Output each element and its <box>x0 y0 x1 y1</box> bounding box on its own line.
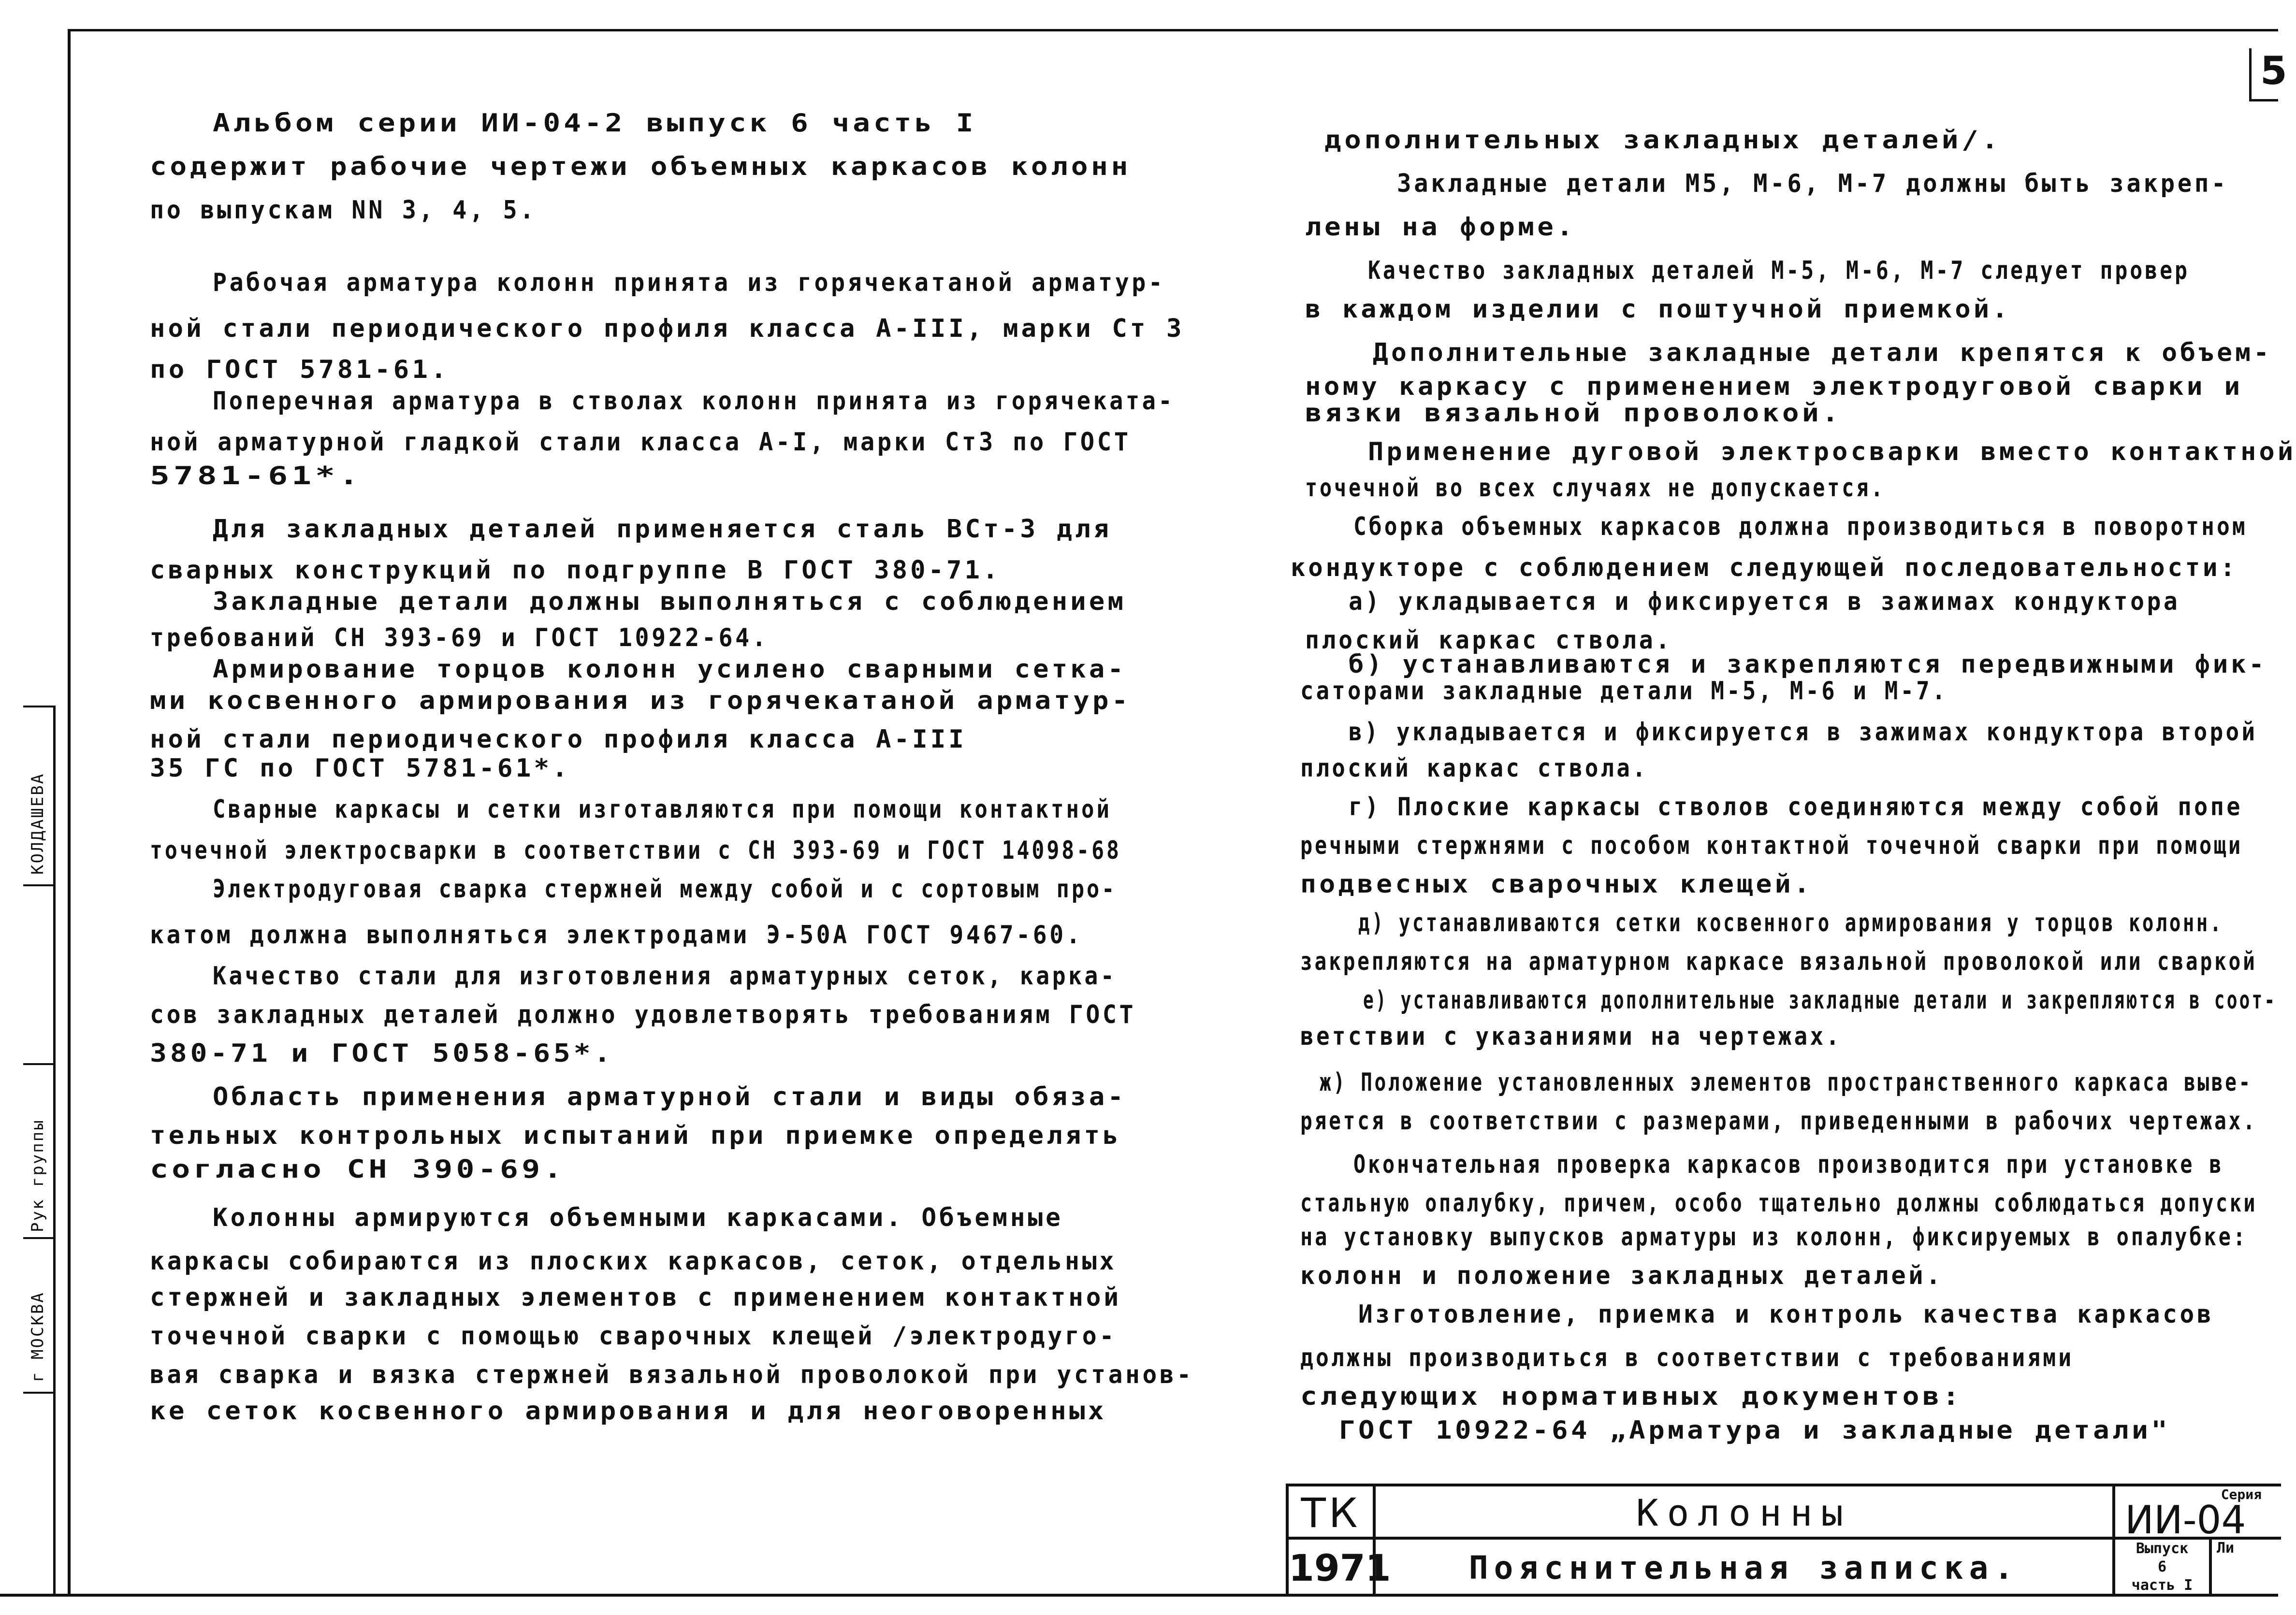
right-text-line: закрепляются на арматурном каркасе вязальной проволокой или сваркой <box>1300 947 2257 976</box>
left-text-line: Альбом серии ИИ-04-2 выпуск 6 часть I <box>213 109 977 138</box>
right-text-line: колонн и положение закладных деталей. <box>1300 1261 1944 1290</box>
right-text-line: Сборка объемных каркасов должна производиться в поворотном <box>1353 512 2248 541</box>
left-text-line: катом должна выполняться электродами Э-50А ГОСТ 9467-60. <box>150 921 1083 950</box>
margin-stamp-surname: КОЛДАШЕВА <box>28 772 47 875</box>
right-text-line: ветствии с указаниями на чертежах. <box>1300 1022 1842 1051</box>
issue-cell <box>2115 1540 2212 1597</box>
right-text-line: г) Плоские каркасы стволов соединяются между собой попе <box>1349 793 2243 822</box>
sheet-number: 5 <box>2249 48 2278 101</box>
right-text-line: плоский каркас ствола. <box>1305 626 1672 655</box>
left-text-line: по ГОСТ 5781-61. <box>150 355 450 384</box>
series-label: Серия <box>2221 1486 2262 1502</box>
left-text-line: Армирование торцов колонн усилено сварными сетка- <box>213 655 1127 684</box>
right-text-line: Закладные детали М5, М-6, М-7 должны быть закреп- <box>1397 169 2229 198</box>
right-text-line: вязки вязальной проволокой. <box>1305 399 1842 428</box>
right-text-line: Качество закладных деталей М-5, М-6, М-7 следует провер <box>1368 256 2190 285</box>
right-text-line: точечной во всех случаях не допускается. <box>1305 474 1886 503</box>
left-text-line: Рабочая арматура колонн принята из горячекатаной арматур- <box>213 268 1165 297</box>
left-text-line: ной стали периодического профиля класса А-III, марки Ст 3 <box>150 314 1185 343</box>
right-text-line: лены на форме. <box>1305 213 1576 242</box>
left-text-line: требований СН 393-69 и ГОСТ 10922-64. <box>150 623 769 652</box>
left-text-line: тельных контрольных испытаний при приемке определять <box>150 1121 1121 1150</box>
left-text-line: Электродуговая сварка стержней между собой и с сортовым про- <box>213 875 1117 904</box>
right-text-line: ж) Положение установленных элементов пространственного каркаса выве- <box>1320 1068 2252 1097</box>
right-text-line: ному каркасу с применением электродуговой сварки и <box>1305 372 2243 401</box>
issue-label: Выпуск <box>2136 1540 2189 1557</box>
left-text-line: согласно СН 390-69. <box>150 1155 566 1184</box>
left-text-line: вая сварка и вязка стержней вязальной проволокой при установ- <box>150 1360 1194 1389</box>
frame-top-line <box>68 29 2278 31</box>
right-text-line: должны производиться в соответствии с требованиями <box>1300 1343 2074 1372</box>
left-text-line: Качество стали для изготовления арматурных сеток, карка- <box>213 962 1117 991</box>
right-text-line: е) устанавливаются дополнительные закладные детали и закрепляются в соот- <box>1363 986 2277 1015</box>
right-text-line: Окончательная проверка каркасов производится при установке в <box>1353 1150 2224 1179</box>
left-text-line: ке сеток косвенного армирования и для неоговоренных <box>150 1397 1107 1426</box>
right-text-line: кондукторе с соблюдением следующей последовательности: <box>1291 553 2238 582</box>
stamp-divider <box>23 884 54 886</box>
left-text-line: 35 ГС по ГОСТ 5781-61*. <box>150 754 571 783</box>
part-label: часть I <box>2131 1577 2193 1594</box>
left-text-line: ной арматурной гладкой стали класса А-I, марки Ст3 по ГОСТ <box>150 428 1131 457</box>
right-text-line: Изготовление, приемка и контроль качества каркасов <box>1358 1300 2214 1329</box>
issue-value: 6 <box>2157 1558 2167 1575</box>
left-text-line: Закладные детали должны выполняться с соблюдением <box>213 587 1127 616</box>
right-text-line: подвесных сварочных клещей. <box>1300 870 1813 899</box>
right-text-line: речными стержнями с пособом контактной точечной сварки при помощи <box>1300 831 2243 860</box>
left-text-line: сварных конструкций по подгруппе В ГОСТ 380-71. <box>150 556 1001 585</box>
stamp-divider <box>23 1237 54 1239</box>
left-text-line: каркасы собираются из плоских каркасов, сеток, отдельных <box>150 1247 1117 1276</box>
left-text-line: Для закладных деталей применяется сталь ВСт-3 для <box>213 515 1112 544</box>
left-text-line: точечной сварки с помощью сварочных клещей /электродуго- <box>150 1322 1117 1351</box>
title-block-title: Колонны <box>1376 1486 2115 1540</box>
frame-left-line <box>68 29 71 1595</box>
left-text-line: ми косвенного армирования из горячекатаной арматур- <box>150 686 1131 715</box>
right-text-line: а) укладывается и фиксируется в зажимах кондуктора <box>1349 587 2180 616</box>
left-text-line: ной стали периодического профиля класса А-III <box>150 725 967 754</box>
right-text-line: саторами закладные детали М-5, М-6 и М-7. <box>1300 677 1948 706</box>
left-text-line: Область применения арматурной стали и виды обяза- <box>213 1082 1127 1111</box>
right-text-line: следующих нормативных документов: <box>1300 1382 1963 1411</box>
sheet-label: Ли <box>2217 1540 2235 1557</box>
right-text-line: ГОСТ 10922-64 „Арматура и закладные детали" <box>1339 1416 2171 1445</box>
right-text-line: в каждом изделии с поштучной приемкой. <box>1305 295 2011 324</box>
right-text-line: стальную опалубку, причем, особо тщательно должны соблюдаться допуски <box>1300 1189 2258 1218</box>
right-text-line: ряется в соответствии с размерами, приведенными в рабочих чертежах. <box>1300 1107 2257 1136</box>
title-block-subtitle: Пояснительная записка. <box>1376 1540 2115 1597</box>
left-text-line: Колонны армируются объемными каркасами. Объемные <box>213 1203 1063 1232</box>
left-text-line: стержней и закладных элементов с применением контактной <box>150 1283 1121 1312</box>
series-value: ИИ-04 <box>2115 1501 2281 1540</box>
left-text-line: содержит рабочие чертежи объемных каркасов колонн <box>150 152 1132 181</box>
left-text-line: сов закладных деталей должно удовлетворять требованиям ГОСТ <box>150 1000 1136 1029</box>
title-block-code: ТК <box>1289 1486 1376 1540</box>
left-text-line: 380-71 и ГОСТ 5058-65*. <box>150 1039 614 1068</box>
right-text-line: плоский каркас ствола. <box>1300 754 1648 783</box>
title-block-year: 1971 <box>1289 1540 1376 1597</box>
stamp-divider <box>23 1392 54 1394</box>
margin-stamp-city: г МОСКВА <box>28 1291 47 1382</box>
stamp-divider <box>23 706 54 707</box>
left-text-line: Сварные каркасы и сетки изготавляются при помощи контактной <box>213 795 1112 824</box>
right-text-line: в) укладывается и фиксируется в зажимах кондуктора второй <box>1349 718 2258 747</box>
right-text-line: д) устанавливаются сетки косвенного армирования у торцов колонн. <box>1358 908 2223 937</box>
left-text-line: 5781-61*. <box>150 461 363 490</box>
left-text-line: Поперечная арматура в стволах колонн принята из горячеката- <box>213 387 1175 416</box>
left-text-line: точечной электросварки в соответствии с СН 393-69 и ГОСТ 14098-68 <box>150 836 1121 865</box>
stamp-divider <box>23 1063 54 1065</box>
left-text-line: по выпускам NN 3, 4, 5. <box>150 196 537 225</box>
right-text-line: Применение дуговой электросварки вместо контактной <box>1368 437 2296 466</box>
margin-stamp-role: Рук группы <box>28 1119 47 1232</box>
right-text-line: Дополнительные закладные детали крепятся к объем- <box>1373 338 2272 367</box>
right-text-line: дополнительных закладных деталей/. <box>1324 126 2002 155</box>
right-text-line: на установку выпусков арматуры из колонн, фиксируемых в опалубке: <box>1300 1223 2248 1252</box>
title-block <box>1286 1484 2281 1597</box>
right-text-line: б) устанавливаются и закрепляются передвижными фик- <box>1349 650 2267 679</box>
